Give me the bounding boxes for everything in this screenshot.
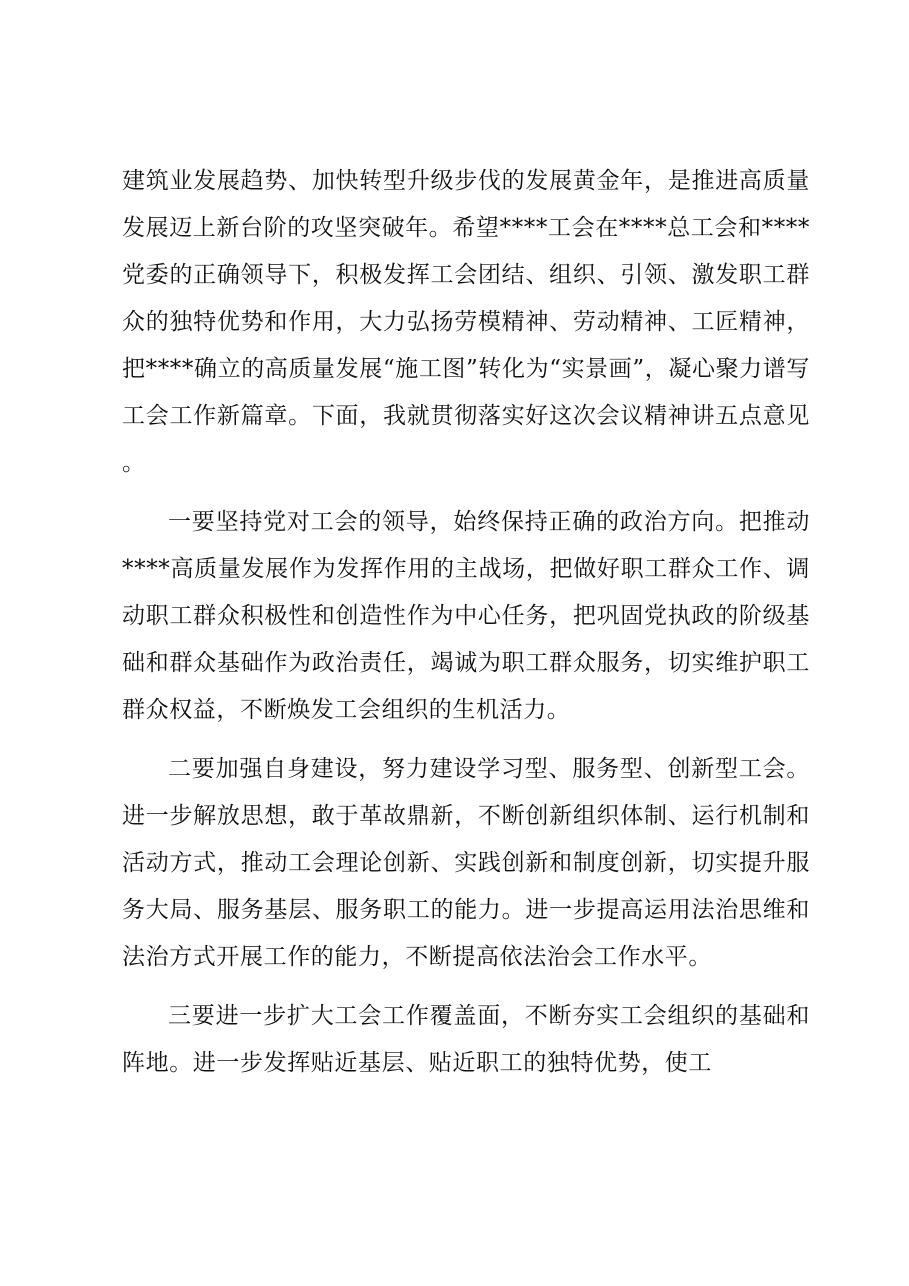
- paragraph-point-one: 一要坚持党对工会的领导，始终保持正确的政治方向。把推动****高质量发展作为发挥作用的主战场，把做好职工群众工作、调动职工群众积极性和创造性作为中心任务，把巩固党执政的阶级基础和群众基础作为政治责任，竭诚为职工群众服务，切实维护职工群众权益，不断焕发工会组织的生机活力。: [122, 509, 810, 723]
- paragraph-continuation: 建筑业发展趋势、加快转型升级步伐的发展黄金年，是推进高质量发展迈上新台阶的攻坚突破年。希望****工会在****总工会和****党委的正确领导下，积极发挥工会团结、组织、引领、激发职工群众的独特优势和作用，大力弘扬劳模精神、劳动精神、工匠精神，把****确立的高质量发展“施工图”转化为“实景画”，凝心聚力谱写工会工作新篇章。下面，我就贯彻落实好这次会议精神讲五点意见。: [122, 168, 810, 476]
- paragraph-point-two: 二要加强自身建设，努力建设学习型、服务型、创新型工会。进一步解放思想，敢于革故鼎新，不断创新组织体制、运行机制和活动方式，推动工会理论创新、实践创新和制度创新，切实提升服务大局、服务基层、服务职工的能力。进一步提高运用法治思维和法治方式开展工作的能力，不断提高依法治会工作水平。: [122, 756, 810, 970]
- paragraph-point-three: 三要进一步扩大工会工作覆盖面，不断夯实工会组织的基础和阵地。进一步发挥贴近基层、贴近职工的独特优势，使工: [122, 1003, 810, 1076]
- document-body: [122, 158, 810, 1087]
